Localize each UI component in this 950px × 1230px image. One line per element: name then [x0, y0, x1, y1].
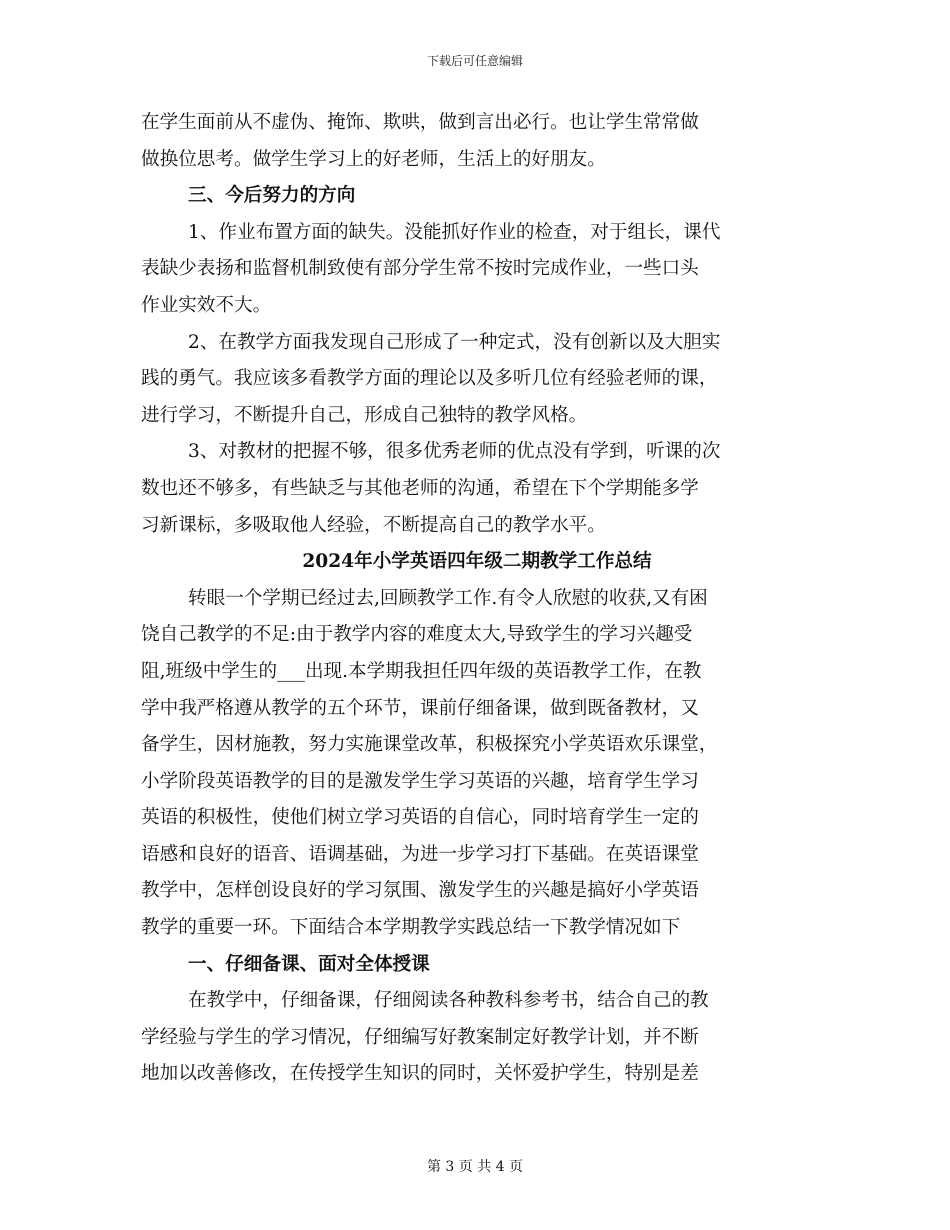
paragraph-line: 英语的积极性，使他们树立学习英语的自信心，同时培育学生一定的 [141, 807, 699, 829]
paragraph-line: 转眼一个学期已经过去,回顾教学工作.有令人欣慰的收获,又有困 [188, 587, 708, 609]
paragraph-line: 在教学中，仔细备课，仔细阅读各种教科参考书，结合自己的教 [188, 990, 709, 1012]
document-body [141, 105, 813, 1093]
paragraph-line: 践的勇气。我应该多看教学方面的理论以及多听几位有经验老师的课， [141, 368, 718, 390]
paragraph-line: 地加以改善修改，在传授学生知识的同时，关怀爱护学生，特别是差 [141, 1063, 699, 1085]
paragraph-line: 1、作业布置方面的缺失。没能抓好作业的检查，对于组长，课代 [188, 221, 721, 243]
paragraph-line: 学中我严格遵从教学的五个环节，课前仔细备课，做到既备教材，又 [141, 697, 699, 719]
paragraph-line: 表缺少表扬和监督机制致使有部分学生常不按时完成作业，一些口头 [141, 258, 699, 280]
document-title: 2024年小学英语四年级二期教学工作总结 [302, 551, 652, 573]
paragraph-line: 2、在教学方面我发现自己形成了一种定式，没有创新以及大胆实 [188, 331, 721, 353]
section-heading: 三、今后努力的方向 [188, 185, 356, 207]
page-footer: 第 3 页 共 4 页 [426, 1159, 524, 1175]
paragraph-line: 学经验与学生的学习情况，仔细编写好教案制定好教学计划，并不断 [141, 1026, 699, 1048]
paragraph-line: 数也还不够多，有些缺乏与其他老师的沟通，希望在下个学期能多学 [141, 477, 699, 499]
paragraph-line: 教学的重要一环。下面结合本学期教学实践总结一下教学情况如下 [141, 917, 681, 939]
paragraph-line: 小学阶段英语教学的目的是激发学生学习英语的兴趣，培育学生学习 [141, 770, 699, 792]
paragraph-line: 3、对教材的把握不够，很多优秀老师的优点没有学到，听课的次 [188, 441, 721, 463]
paragraph-line: 饶自己教学的不足:由于教学内容的难度太大,导致学生的学习兴趣受 [141, 624, 693, 646]
paragraph-line: 习新课标，多吸取他人经验，不断提高自己的教学水平。 [141, 514, 606, 536]
section-heading: 一、仔细备课、面对全体授课 [188, 953, 430, 975]
paragraph-line: 备学生，因材施教，努力实施课堂改革，积极探究小学英语欢乐课堂， [141, 734, 718, 756]
paragraph-line: 作业实效不大。 [141, 294, 272, 316]
paragraph-line: 教学中，怎样创设良好的学习氛围、激发学生的兴趣是搞好小学英语 [141, 880, 699, 902]
paragraph-line: 做换位思考。做学生学习上的好老师，生活上的好朋友。 [141, 148, 606, 170]
page-header: 下载后可任意编辑 [426, 54, 523, 68]
paragraph-line: 进行学习，不断提升自己，形成自己独特的教学风格。 [141, 404, 588, 426]
paragraph-line: 在学生面前从不虚伪、掩饰、欺哄，做到言出必行。也让学生常常做 [141, 112, 699, 133]
paragraph-line: 阻,班级中学生的___出现.本学期我担任四年级的英语教学工作，在教 [141, 660, 702, 682]
paragraph-line: 语感和良好的语音、语调基础，为进一步学习打下基础。在英语课堂 [141, 843, 699, 865]
